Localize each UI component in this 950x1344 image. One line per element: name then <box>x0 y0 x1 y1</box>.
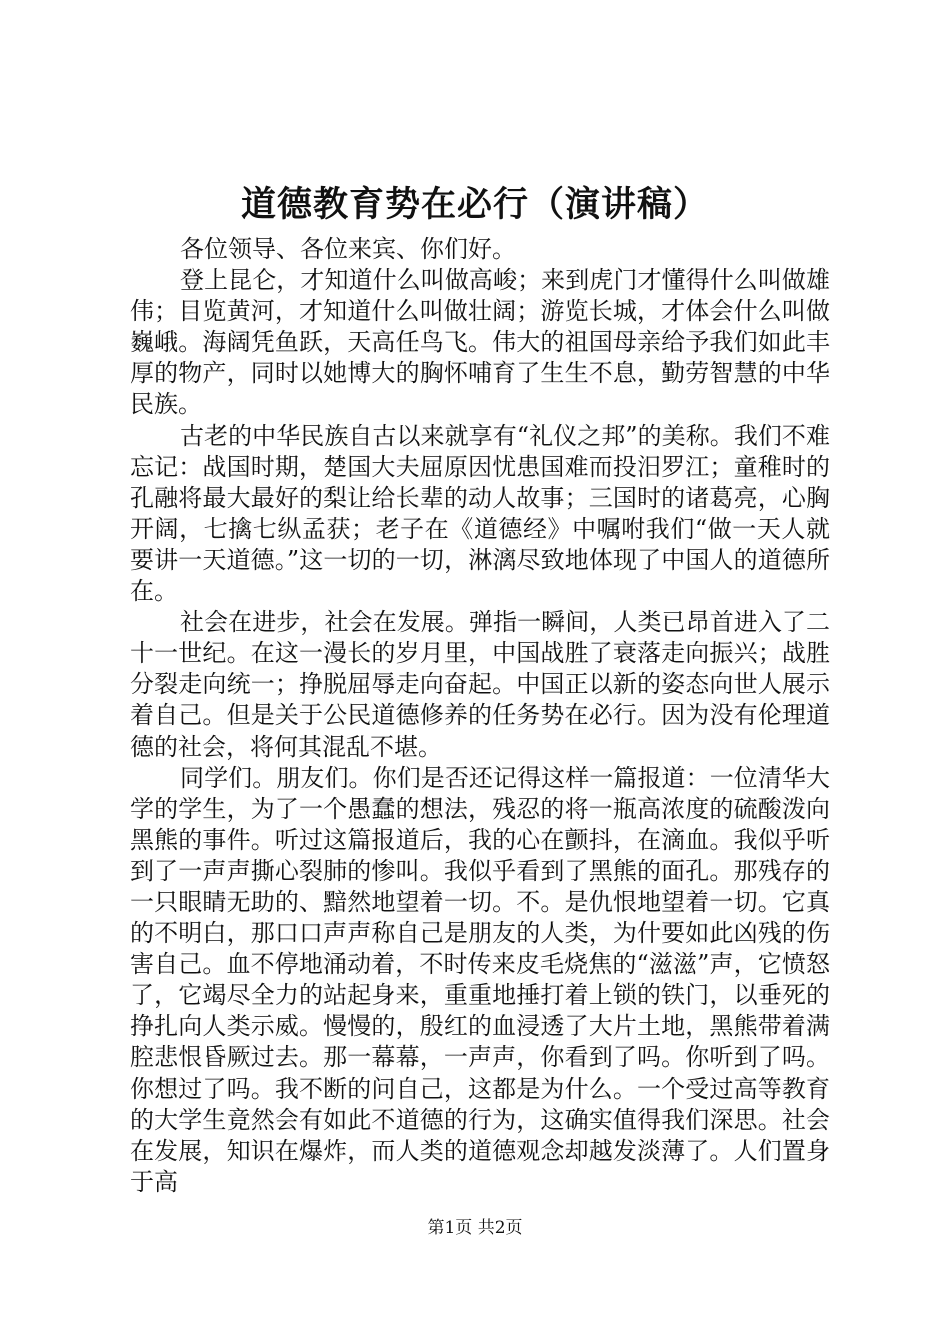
page-number-footer: 第1页 共2页 <box>427 1218 523 1238</box>
paragraph-etiquette-history: 古老的中华民族自古以来就享有“礼仪之邦”的美称。我们不难忘记：战国时期，楚国大夫屈原因忧患国难而投汨罗江；童稚时的孔融将最大最好的梨让给长辈的动人故事；三国时的诸葛亮，心胸开阔，七擒七纵孟获；老子在《道德经》中嘱咐我们“做一天人就要讲一天道德。”这一切的一切，淋漓尽致地体现了中国人的道德所在。 <box>130 421 830 606</box>
document-title: 道德教育势在必行（演讲稿） <box>240 184 709 225</box>
paragraph-motherland: 登上昆仑，才知道什么叫做高峻；来到虎门才懂得什么叫做雄伟；目览黄河，才知道什么叫做壮阔；游览长城，才体会什么叫做巍峨。海阔凭鱼跃，天高任鸟飞。伟大的祖国母亲给予我们如此丰厚的物产，同时以她博大的胸怀哺育了生生不息，勤劳智慧的中华民族。 <box>130 266 830 419</box>
paragraph-greeting: 各位领导、各位来宾、你们好。 <box>180 235 516 263</box>
paragraph-bear-incident: 同学们。朋友们。你们是否还记得这样一篇报道：一位清华大学的学生，为了一个愚蠢的想法，残忍的将一瓶高浓度的硫酸泼向黑熊的事件。听过这篇报道后，我的心在颤抖，在滴血。我似乎听到了一声声撕心裂肺的惨叫。我似乎看到了黑熊的面孔。那残存的一只眼睛无助的、黯然地望着一切。不。是仇恨地望着一切。它真的不明白，那口口声声称自己是朋友的人类，为什要如此凶残的伤害自己。血不停地涌动着，不时传来皮毛烧焦的“滋滋”声，它愤怒了，它竭尽全力的站起身来，重重地捶打着上锁的铁门，以垂死的挣扎向人类示威。慢慢的，殷红的血浸透了大片土地，黑熊带着满腔悲恨昏厥过去。那一幕幕，一声声，你看到了吗。你听到了吗。你想过了吗。我不断的问自己，这都是为什么。一个受过高等教育的大学生竟然会有如此不道德的行为，这确实值得我们深思。社会在发展，知识在爆炸，而人类的道德观念却越发淡薄了。人们置身于高 <box>130 763 830 1196</box>
document-body <box>130 234 830 1198</box>
paragraph-social-progress: 社会在进步，社会在发展。弹指一瞬间，人类已昂首进入了二十一世纪。在这一漫长的岁月里，中国战胜了衰落走向振兴；战胜分裂走向统一；挣脱屈辱走向奋起。中国正以新的姿态向世人展示着自己。但是关于公民道德修养的任务势在必行。因为没有伦理道德的社会，将何其混乱不堪。 <box>130 608 830 761</box>
